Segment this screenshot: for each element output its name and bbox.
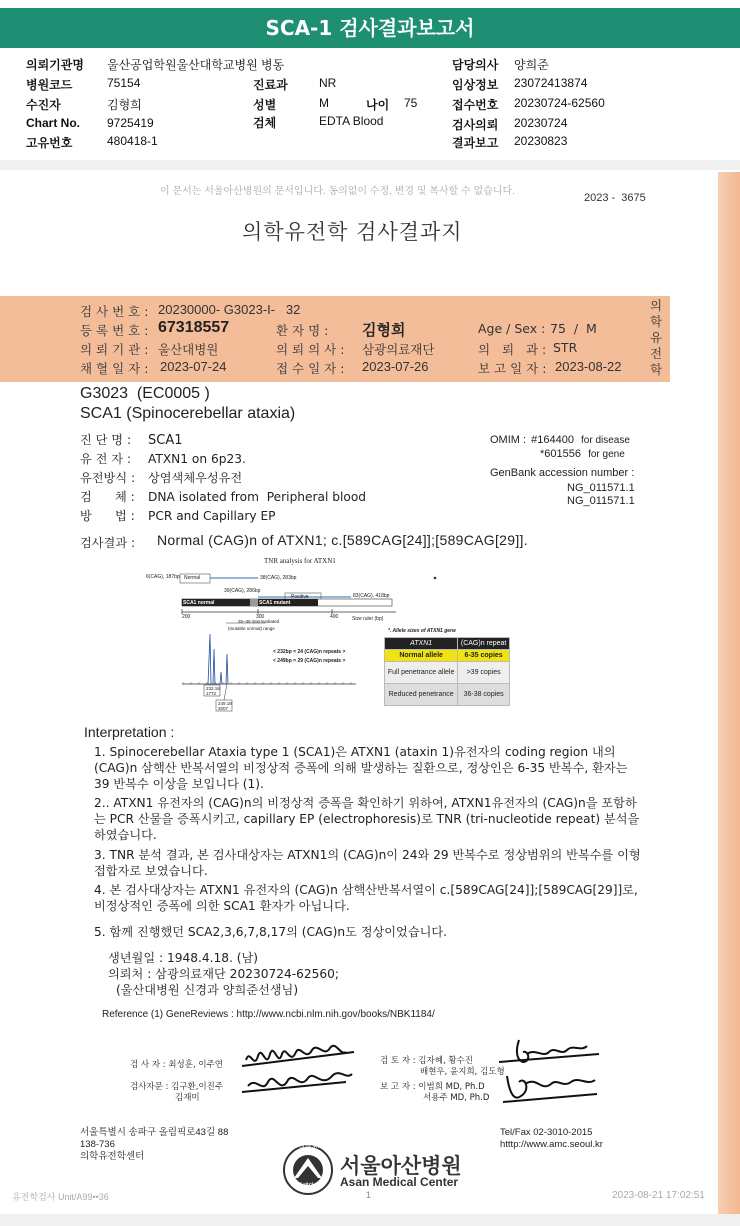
- interpretation-title: Interpretation :: [84, 724, 175, 740]
- banner-side-text: 의 학 유 전 학: [649, 298, 663, 377]
- bottom-bar: [0, 1214, 740, 1226]
- header-value: 480418-1: [107, 134, 158, 148]
- figure-label: SCA1 normal: [183, 600, 215, 606]
- requesting-institution: 울산대병원: [158, 342, 219, 357]
- interpretation-item: 1. Spinocerebellar Ataxia type 1 (SCA1)은 ATXN1 (ataxin 1)유전자의 coding region 내의 (CAG)n 삼핵산 반복서열의 비정상적 증폭에 의해 발생하는 질환으로, 정상인은 6-35 반복수, 환자는 39 반복수 이상을 보입니다 (1).: [94, 745, 628, 791]
- interpretation-item: 5. 함께 진행했던 SCA2,3,6,7,8,17의 (CAG)n도 정상이었습니다.: [94, 925, 448, 939]
- header-value: 20230724: [514, 116, 568, 130]
- header-label: 임상정보: [452, 78, 499, 92]
- footer-address: 서울특별시 송파구 올림픽로43길 88 138-736 의학유전학센터: [80, 1127, 229, 1162]
- banner-label: 등 록 번 호 :: [80, 323, 149, 338]
- header-value: 양희준: [514, 58, 549, 72]
- header-value: 9725419: [107, 116, 154, 130]
- header-value: 김형희: [107, 98, 142, 112]
- repeat-annotation: < 249bp = 29 (CAG)n repeats >: [273, 658, 346, 664]
- genbank-label: GenBank accession number :: [490, 467, 635, 479]
- figure-label: 6(CAG), 187bp: [146, 574, 180, 580]
- omim: OMIM : #164400 for disease: [490, 434, 630, 446]
- banner-label: 보 고 일 자 :: [478, 361, 547, 376]
- requesting-department: STR: [553, 340, 578, 355]
- figure-title: TNR analysis for ATXN1: [264, 557, 336, 565]
- header-label: 검사의뢰: [452, 118, 499, 132]
- seal-text: ASAN FOUNDATION: [281, 1144, 329, 1150]
- header-row: 의뢰기관명: [26, 58, 84, 72]
- figure-label: 36~38 intermediated: [238, 619, 280, 624]
- interpretation-item: 4. 본 검사대상자는 ATXN1 유전자의 (CAG)n 삼핵산반복서열이 c.[589CAG[24]];[589CAG[29]]로, 비정상적인 증폭에 의한 SCA1 환자가 아닙니다.: [94, 883, 638, 913]
- reviewer-signature: [495, 1032, 605, 1122]
- banner-label: Age / Sex :: [478, 321, 546, 336]
- report-date: 2023-08-22: [555, 359, 622, 374]
- allele-table: ATXN1 (CAG)n repeat Normal allele 6-35 copies Full penetrance allele >39 copies Reduced penetrance 36-38 copies: [384, 637, 510, 706]
- header-label: 고유번호: [26, 136, 73, 150]
- result-label: 검사결과 :: [80, 536, 136, 550]
- header-value: 20230724-62560: [514, 96, 605, 110]
- report-title: SCA-1 검사결과보고서: [0, 8, 740, 48]
- reporter-2: 서용주 MD, Ph.D: [423, 1093, 490, 1103]
- ruler-label: Size ruler (bp): [352, 616, 384, 622]
- header-value: 23072413874: [514, 76, 588, 90]
- footer-contact: Tel/Fax 02-3010-2015 htttp://www.amc.seoul.kr: [500, 1127, 603, 1150]
- header-value: EDTA Blood: [319, 114, 384, 128]
- banner-label: 의 뢰 과 :: [478, 342, 547, 357]
- birth-date: 생년월일 : 1948.4.18. (남): [108, 951, 259, 965]
- figure-label: 38(CAG), 283bp: [260, 575, 297, 581]
- banner-label: 검 사 번 호 :: [80, 304, 149, 319]
- header-label: 나이: [366, 98, 390, 112]
- examiner: 검 사 자 : 최성훈, 이주연: [130, 1060, 223, 1070]
- header-label: 성별: [253, 98, 277, 112]
- header-label: 검체: [253, 116, 277, 130]
- ruler-tick: 200: [182, 614, 191, 620]
- tnr-figure: [146, 554, 520, 720]
- header-label: Chart No.: [26, 116, 80, 130]
- copy-notice: 이 문서는 서울아산병원의 문서입니다. 동의없이 수정, 변경 및 복사할 수 없습니다.: [160, 186, 515, 197]
- referrer-detail: (울산대병원 신경과 양희준선생님): [116, 983, 299, 997]
- test-code: G3023 (EC0005 ): [80, 385, 210, 402]
- header-value: NR: [319, 76, 337, 90]
- reference: Reference (1) GeneReviews : http://www.ncbi.nlm.nih.gov/books/NBK1184/: [102, 1009, 435, 1020]
- result-text: Normal (CAG)n of ATXN1; c.[589CAG[24]];[589CAG[29]].: [157, 532, 528, 548]
- reviewer: 검 토 자 : 김자혜, 황수진: [380, 1056, 473, 1066]
- figure-label: (mutable normal) range: [228, 626, 275, 631]
- interpretation-item: 2.. ATXN1 유전자의 (CAG)n의 비정상적 증폭을 확인하기 위하여, ATXN1유전자의 (CAG)n을 포함하는 PCR 산물을 증폭시키고, capillary EP (electrophoresis)로 TNR (tri-nucleotide repeat) 분석을 하였습니다.: [94, 796, 640, 842]
- header-label: 진료과: [253, 78, 288, 92]
- referrer: 의뢰처 : 삼광의료재단 20230724-62560;: [108, 967, 339, 981]
- print-timestamp: 2023-08-21 17:02:51: [612, 1190, 705, 1201]
- header-label: 접수번호: [452, 98, 499, 112]
- banner-label: 환 자 명 :: [276, 323, 329, 338]
- consultant: 검사자문 : 김구환,이진주: [130, 1082, 224, 1092]
- figure-label: Normal: [184, 575, 201, 581]
- header-label: 결과보고: [452, 136, 499, 150]
- header-label: 수진자: [26, 98, 61, 112]
- header-label: 담당의사: [452, 58, 499, 72]
- peak-label-1: 232.18 1772: [206, 686, 220, 696]
- genbank-id: NG_011571.1: [567, 482, 635, 494]
- header-value: 울산공업학원울산대학교병원 병동: [107, 58, 285, 72]
- page-number: 1: [366, 1190, 372, 1200]
- banner-label: 의 뢰 기 관 :: [80, 342, 149, 357]
- header-value: 20230823: [514, 134, 568, 148]
- hospital-logo-en: Asan Medical Center: [340, 1175, 459, 1189]
- banner-label: 채 혈 일 자 :: [80, 361, 149, 376]
- document-title: 의학유전학 검사결과지: [242, 220, 463, 244]
- header-label: 병원코드: [26, 78, 73, 92]
- peak-label-2: 249.18 3007: [218, 701, 232, 711]
- registration-number: 67318557: [158, 319, 230, 336]
- banner-label: 의 뢰 의 사 :: [276, 342, 345, 357]
- hospital-logo-kr: 서울아산병원: [340, 1154, 462, 1178]
- document-number: 2023 - 3675: [584, 192, 646, 204]
- requesting-doctor: 삼광의료재단: [362, 342, 435, 357]
- receive-date: 2023-07-26: [362, 359, 429, 374]
- exam-number: 20230000- G3023-I- 32: [158, 302, 301, 317]
- header-value: 75154: [107, 76, 141, 90]
- side-strip: [718, 172, 740, 1222]
- seal-inner-text: 아산재단: [291, 1184, 315, 1190]
- reporter: 보 고 자 : 이범희 MD, Ph.D: [380, 1082, 485, 1092]
- header-value: M: [319, 96, 329, 110]
- disease-name: SCA1 (Spinocerebellar ataxia): [80, 405, 296, 422]
- repeat-annotation: < 232bp = 24 (CAG)n repeats >: [273, 649, 346, 655]
- genbank-id: NG_011571.1: [567, 495, 635, 507]
- interpretation-item: 3. TNR 분석 결과, 본 검사대상자는 ATXN1의 (CAG)n이 24와 29 반복수로 정상범위의 반복수를 이형접합자로 보였습니다.: [94, 848, 641, 878]
- separator: [0, 160, 740, 170]
- ruler-tick: 300: [256, 614, 265, 620]
- figure-label: Positive: [291, 594, 309, 600]
- patient-name: 김형희: [362, 321, 406, 339]
- figure-label: 39(CAG), 286bp: [224, 588, 261, 594]
- examiner-signature: [236, 1030, 366, 1110]
- header-value: 75: [404, 96, 418, 110]
- ruler-tick: 400: [330, 614, 339, 620]
- banner-label: 접 수 일 자 :: [276, 361, 345, 376]
- info-list: 진 단 명 : SCA1 유 전 자 : ATXN1 on 6p23. 유전방식 : 상염색체우성유전 검 체 : DNA isolated from Peripheral blood 방 법 : PCR and Capillary EP: [80, 433, 367, 523]
- age-sex: 75 / M: [550, 321, 597, 336]
- allele-table-title: *. Allele sizes of ATXN1 gene: [388, 628, 456, 634]
- consultant-2: 김재미: [175, 1093, 200, 1103]
- unit-code: 유전학검사 Unit/A99••36: [12, 1192, 109, 1202]
- figure-label: SCA1 mutant: [259, 600, 291, 606]
- omim-gene: *601556 for gene: [540, 448, 625, 460]
- collection-date: 2023-07-24: [160, 359, 227, 374]
- figure-label: 83(CAG), 418bp: [353, 593, 390, 599]
- reviewer-2: 배현우, 윤지희, 김도형: [420, 1067, 505, 1077]
